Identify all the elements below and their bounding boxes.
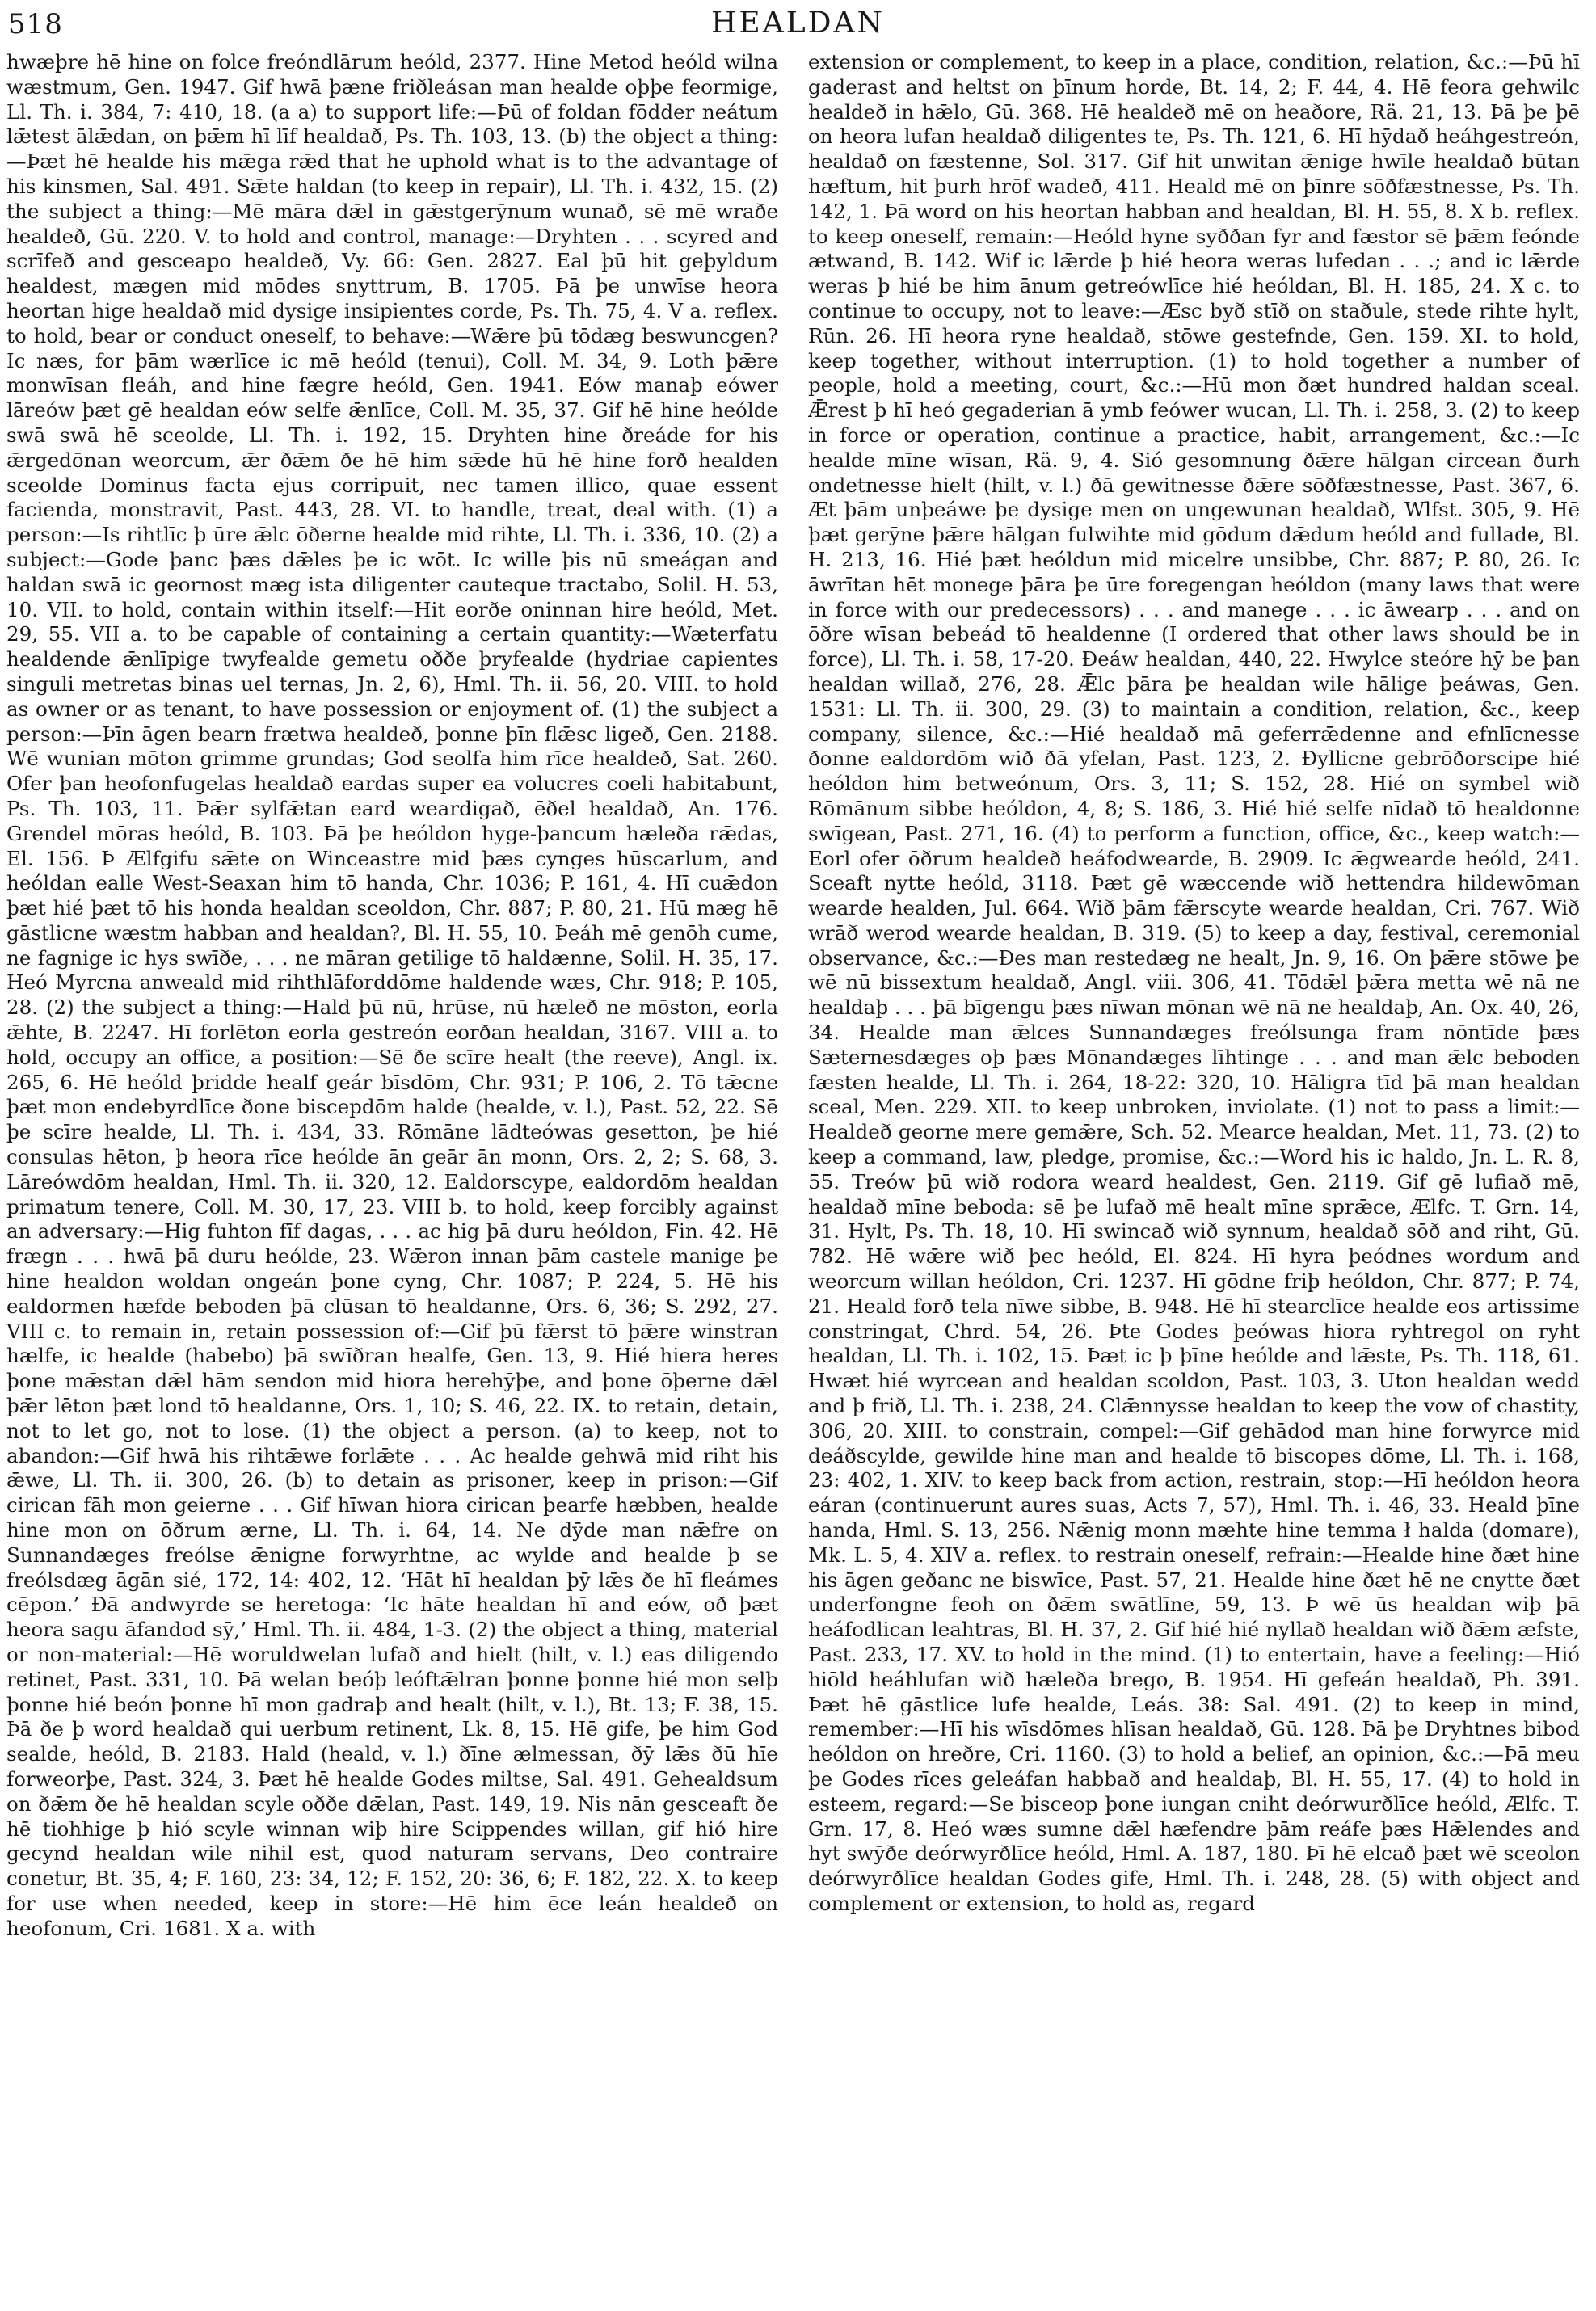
page-header: [0, 6, 1596, 42]
right-column: [808, 50, 1580, 2296]
page-number: 518: [8, 8, 63, 40]
right-column-text: extension or complement, to keep in a place, condition, relation, &c.:—Þū hī gaderast and heltst on þīnum horde, Bt. 14, 2; F. 44, 4. Hē feora gehwilc healdeð in hǣlo, Gū. 368. Hē healdeð mē on heaðore, Rä. 21, 13. Þā þe þē on heora lufan healdað diligentes te, Ps. Th. 121, 6. Hī hȳdað heáhgestreón, healdað on fæstenne, Sol. 317. Gif hit unwitan ǣnige hwīle healdað būtan hæftum, hit þurh hrōf wadeð, 411. Heald mē on þīnre sōðfæstnesse, Ps. Th. 142, 1. Þā word on his heortan habban and healdan, Bl. H. 55, 8. X b. reflex. to keep oneself, remain:—Heóld hyne syððan fyr and fæstor sē þǣm feónde ætwand, B. 142. Wif ic lǣrde þ hié heora weras lufedan . . .; and ic lǣrde weras þ hié be him ānum getreówlīce hié heóldan, Bl. H. 185, 24. X c. to continue to occupy, not to leave:—Æsc byð stīð on staðule, stede rihte hylt, Rūn. 26. Hī heora ryne healdað, stōwe gestefnde, Gen. 159. XI. to hold, keep together, without interruption. (1) to hold together a number of people, hold a meeting, court, &c.:—Hū mon ðæt hundred haldan sceal. Ǣrest þ hī heó gegaderian ā ymb feówer wucan, Ll. Th. i. 258, 3. (2) to keep in force or operation, continue a practice, habit, arrangement, &c.:—Ic healde mīne wīsan, Rä. 9, 4. Sió gesomnung ðǣre hālgan circean ðurh ondetnesse hielt (hilt, v. l.) ðā gewitnesse ðǣre sōðfæstnesse, Past. 367, 6. Æt þām unþeáwe þe dysige men on ungewunan healdað, Wlfst. 305, 9. Hē þæt gerȳne þǣre hālgan fulwihte mid gōdum dǣdum heóld and fullade, Bl. H. 213, 16. Hié þæt heóldun mid micelre unsibbe, Chr. 887; P. 80, 26. Ic āwrītan hēt monege þāra þe ūre foregengan heóldon (many laws that were in force with our predecessors) . . . and manege . . . ic āwearp . . . and on ōðre wīsan bebeád tō healdenne (I ordered that other laws should be in force), Ll. Th. i. 58, 17-20. Ðeáw healdan, 440, 22. Hwylce steóre hȳ be þan healdan willað, 276, 28. Ǣlc þāra þe healdan wile hālige þeáwas, Gen. 1531: Ll. Th. ii. 300, 29. (3) to maintain a condition, relation, &c., keep company, silence, &c.:—Hié healdað mā geferrǣdenne and efnlīcnesse ðonne ealdordōm wið ðā yfelan, Past. 123, 2. Ðyllicne gebrōðorscipe hié heóldon him betweónum, Ors. 3, 11; S. 152, 28. Hié on symbel wið Rōmānum sibbe heóldon, 4, 8; S. 186, 3. Hié hié selfe nīdað tō healdonne swīgean, Past. 271, 16. (4) to perform a function, office, &c., keep watch:—Eorl ofer ōðrum healdeð heáfodwearde, B. 2909. Ic ǣgwearde heóld, 241. Sceaft nytte heóld, 3118. Þæt gē wæccende wið hettendra hildewōman wearde healden, Jul. 664. Wið þām fǣrscyte wearde healdan, Cri. 767. Wið wrāð werod wearde healdan, B. 319. (5) to keep a day, festival, ceremonial observance, &c.:—Ðes man restedæg ne healt, Jn. 9, 16. On þǣre stōwe þe wē nū bissextum healdað, Angl. viii. 306, 41. Tōdǣl þǣra metta wē nā ne healdaþ . . . þā bīgengu þæs nīwan mōnan wē nā ne healdaþ, An. Ox. 40, 26, 34. Healde man ǣlces Sunnandæges freólsunga fram nōntīde þæs Sæternesdæges oþ þæs Mōnandæges līhtinge . . . and man ǣlc beboden fæsten healde, Ll. Th. i. 264, 18-22: 320, 10. Hāligra tīd þā man healdan sceal, Men. 229. XII. to keep unbroken, inviolate. (1) not to pass a limit:—Healdeð georne mere gemǣre, Sch. 52. Mearce healdan, Met. 11, 73. (2) to keep a command, law, pledge, promise, &c.:—Word his ic haldo, Jn. L. R. 8, 55. Treów þū wið rodora weard healdest, Gen. 2119. Gif gē lufiað mē, healdað mīne beboda: sē þe lufað mē healt mīne sprǣce, Ælfc. T. Grn. 14, 31. Hylt, Ps. Th. 18, 10. Hī swincað wið synnum, healdað sōð and riht, Gū. 782. Hē wǣre wið þec heóld, El. 824. Hī hyra þeódnes wordum and weorcum willan heóldon, Cri. 1237. Hī gōdne friþ heóldon, Chr. 877; P. 74, 21. Heald forð tela nīwe sibbe, B. 948. Hē hī stearclīce healde eos artissime constringat, Chrd. 54, 26. Þte Godes þeówas hiora ryhtregol on ryht healdan, Ll. Th. i. 102, 15. Þæt ic þ þīne heólde and lǣste, Ps. Th. 118, 61. Hwæt hié wyrcean and healdan scoldon, Past. 103, 3. Uton healdan wedd and þ frið, Ll. Th. i. 238, 24. Clǣnnysse healdan to keep the vow of chastity, 306, 20. XIII. to constrain, compel:—Gif gehādod man hine forwyrce mid deáðscylde, gewilde hine man and healde tō biscopes dōme, Ll. Th. i. 168, 23: 402, 1. XIV. to keep back from action, restrain, stop:—Hī heóldon heora eáran (continuerunt aures suas, Acts 7, 57), Hml. Th. i. 46, 33. Heald þīne handa, Hml. S. 13, 256. Nǣnig monn mæhte hine temma ł halda (domare), Mk. L. 5, 4. XIV a. reflex. to restrain oneself, refrain:—Healde hine ðæt hine his āgen geðanc ne biswīce, Past. 57, 21. Healde hine ðæt hē ne cnytte ðæt underfongne feoh on ðǣm swātlīne, 59, 13. Þ wē ūs healdan wiþ þā heáfodlican leahtras, Bl. H. 37, 2. Gif hié hié nyllað healdan wið ðǣm æfste, Past. 233, 17. XV. to hold in the mind. (1) to entertain, have a feeling:—Hió hiōld heáhlufan wið hæleða brego, B. 1954. Hī gefeán healdað, Ph. 391. Þæt hē gāstlice lufe healde, Leás. 38: Sal. 491. (2) to keep in mind, remember:—Hī his wīsdōmes hlīsan healdað, Gū. 128. Þā þe Dryhtnes bibod heóldon on hreðre, Cri. 1160. (3) to hold a belief, an opinion, &c.:—Þā meu þe Godes rīces geleáfan habbað and healdaþ, Bl. H. 55, 17. (4) to hold in esteem, regard:—Se bisceop þone iungan cniht deórwurðlīce heóld, Ælfc. T. Grn. 17, 8. Heó wæs sumne dǣl hæfendre þām reáfe þæs Hǣlendes and hyt swȳðe deórwyrðlīce heóld, Hml. A. 187, 180. Þī hē elcað þæt wē sceolon deórwyrðlīce healdan Godes gife, Hml. Th. i. 248, 28. (5) with object and complement or extension, to hold as, regard: [808, 50, 1580, 1915]
running-head: HEALDAN: [711, 6, 885, 40]
left-column: [6, 50, 778, 2296]
left-column-text: hwæþre hē hine on folce freóndlārum heóld, 2377. Hine Metod heóld wilna wæstmum, Gen. 1947. Gif hwā þæne friðleásan man healde oþþe feormige, Ll. Th. i. 384, 7: 410, 18. (a a) to support life:—Þū of foldan fōdder neátum lǣtest ālǣdan, on þǣm hī līf healdað, Ps. Th. 103, 13. (b) the object a thing:—Þæt hē healde his mǣga rǣd that he uphold what is to the advantage of his kinsmen, Sal. 491. Sǣte haldan (to keep in repair), Ll. Th. i. 432, 15. (2) the subject a thing:—Mē māra dǣl in gǣstgerȳnum wunað, sē mē wraðe healdeð, Gū. 220. V. to hold and control, manage:—Dryhten . . . scyred and scrīfeð and gesceapo healdeð, Vy. 66: Gen. 2827. Eal þū hit geþyldum healdest, mægen mid mōdes snyttrum, B. 1705. Þā þe unwīse heora heortan hige healdað mid dysige insipientes corde, Ps. Th. 75, 4. V a. reflex. to hold, bear or conduct oneself, to behave:—Wǣre þū tōdæg beswuncgen? Ic næs, for þām wærlīce ic mē heóld (tenui), Coll. M. 34, 9. Loth þǣre monwīsan fleáh, and hine fægre heóld, Gen. 1941. Eów manaþ eówer lāreów þæt gē healdan eów selfe ǣnlīce, Coll. M. 35, 37. Gif hē hine heólde swā swā hē sceolde, Ll. Th. i. 192, 15. Dryhten hine ðreáde for his ǣrgedōnan weorcum, ǣr ðǣm ðe hē him sǣde hū hē hine forð healden sceolde Dominus facta ejus corripuit, nec tamen illico, quae essent facienda, monstravit, Past. 443, 28. VI. to handle, treat, deal with. (1) a person:—Is rihtlīc þ ūre ǣlc ōðerne healde mid rihte, Ll. Th. i. 336, 10. (2) a subject:—Gode þanc þæs dǣles þe ic wōt. Ic wille þis nū smeágan and haldan swā ic geornost mæg ista diligenter cauteque tractabo, Solil. H. 53, 10. VII. to hold, contain within itself:—Hit eorðe oninnan hire heóld, Met. 29, 55. VII a. to be capable of containing a certain quantity:—Wæterfatu healdende ǣnlīpige twyfealde gemetu oððe þryfealde (hydriae capientes singuli metretas binas uel ternas, Jn. 2, 6), Hml. Th. ii. 56, 20. VIII. to hold as owner or as tenant, to have possession or enjoyment of. (1) the subject a person:—Þīn āgen bearn frætwa healdeð, þonne þīn flǣsc ligeð, Gen. 2188. Wē wunian mōton grimme grundas; God seolfa him rīce healdeð, Sat. 260. Ofer þan heofonfugelas healdað eardas super ea volucres coeli habitabunt, Ps. Th. 103, 11. Þǣr sylfǣtan eard weardigað, ēðel healdað, An. 176. Grendel mōras heóld, B. 103. Þā þe heóldon hyge-þancum hæleða rǣdas, El. 156. Þ Ælfgifu sǣte on Winceastre mid þæs cynges hūscarlum, and heóldan ealle West-Seaxan him tō handa, Chr. 1036; P. 161, 4. Hī cuǣdon þæt hié þæt tō his honda healdan sceoldon, Chr. 887; P. 80, 21. Hū mæg hē gāstlicne wæstm habban and healdan?, Bl. H. 55, 10. Þeáh mē genōh cume, ne fagnige ic hys swīðe, . . . ne māran getilige tō haldænne, Solil. H. 35, 17. Heó Myrcna anweald mid rihthlāforddōme haldende wæs, Chr. 918; P. 105, 28. (2) the subject a thing:—Hald þū nū, hrūse, nū hæleð ne mōston, eorla ǣhte, B. 2247. Hī forlēton eorla gestreón eorðan healdan, 3167. VIII a. to hold, occupy an office, a position:—Sē ðe scīre healt (the reeve), Angl. ix. 265, 6. Hē heóld þridde healf geár bīsdōm, Chr. 931; P. 106, 2. Tō tǣcne þæt mon endebyrdlīce ðone biscepdōm halde (healde, v. l.), Past. 52, 22. Sē þe scīre healde, Ll. Th. i. 434, 33. Rōmāne lādteówas gesetton, þe hié consulas hēton, þ heora rīce heólde ān geār ān monn, Ors. 2, 2; S. 68, 3. Lāreówdōm healdan, Hml. Th. ii. 320, 12. Ealdorscype, ealdordōm healdan primatum tenere, Coll. M. 30, 17, 23. VIII b. to hold, keep forcibly against an adversary:—Hig fuhton fīf dagas, . . . ac hig þā duru heóldon, Fin. 42. Hē frægn . . . hwā þā duru heólde, 23. Wǣron innan þām castele manige þe hine healdon woldan ongeán þone cyng, Chr. 1087; P. 224, 5. Hē his ealdormen hæfde beboden þā clūsan tō healdanne, Ors. 6, 36; S. 292, 27. VIII c. to remain in, retain possession of:—Gif þū fǣrst tō þǣre winstran hælfe, ic healde (habebo) þā swīðran healfe, Gen. 13, 9. Hié hiera heres þone mǣstan dǣl hām sendon mid hiora herehȳþe, and þone ōþerne dǣl þǣr lēton þæt lond tō healdanne, Ors. 1, 10; S. 46, 22. IX. to retain, detain, not to let go, not to lose. (1) the object a person. (a) to keep, not to abandon:—Gif hwā his rihtǣwe forlǣte . . . Ac healde gehwā mid riht his ǣwe, Ll. Th. ii. 300, 26. (b) to detain as prisoner, keep in prison:—Gif cirican fāh mon geierne . . . Gif hīwan hiora cirican þearfe hæbben, healde hine mon on ōðrum ærne, Ll. Th. i. 64, 14. Ne dȳde man nǣfre on Sunnandæges freólse ǣnigne forwyrhtne, ac wylde and healde þ se freólsdæg āgān sié, 172, 14: 402, 12. ‘Hāt hī healdan þȳ lǣs ðe hī fleámes cēpon.’ Ðā andwyrde se heretoga: ‘Ic hāte healdan hī and eów, oð þæt heora sagu āfandod sȳ,’ Hml. Th. ii. 484, 1-3. (2) the object a thing, material or non-material:—Hē woruldwelan lufað and hielt (hilt, v. l.) eas diligendo retinet, Past. 331, 10. Þā welan beóþ leóftǣlran þonne þonne hié mon selþ þonne hié beón þonne hī mon gadraþ and healt (hilt, v. l.), Bt. 13; F. 38, 15. Þā ðe þ word healdað qui uerbum retinent, Lk. 8, 15. Hē gife, þe him God sealde, heóld, B. 2183. Hald (heald, v. l.) ðīne ælmessan, ðȳ lǣs ðū hīe forweorþe, Past. 324, 3. Þæt hē healde Godes miltse, Sal. 491. Gehealdsum on ðǣm ðe hē healdan scyle oððe dǣlan, Past. 149, 19. Nis nān gesceaft ðe hē tiohhige þ hió scyle winnan wiþ hire Scippendes willan, gif hió hire gecynd healdan wile nihil est, quod naturam servans, Deo contraire conetur, Bt. 35, 4; F. 160, 23: 34, 12; F. 152, 20: 36, 6; F. 182, 22. X. to keep for use when needed, keep in store:—Hē him ēce leán healdeð on heofonum, Cri. 1681. X a. with: [6, 50, 778, 1940]
